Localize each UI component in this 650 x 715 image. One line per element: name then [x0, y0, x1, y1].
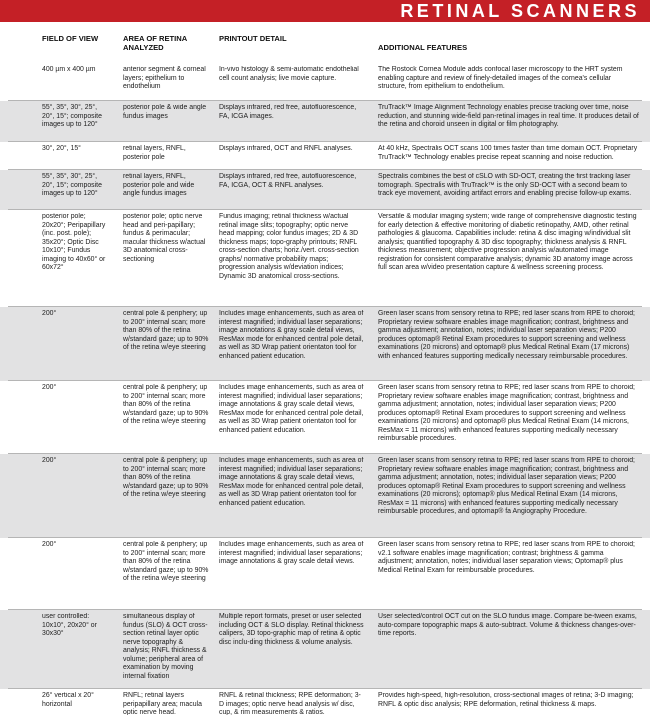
cell-additional-features: Green laser scans from sensory retina to RPE; red laser scans from RPE to choroid; Proprietary review software enables image magnification; contrast, brightness and gamma adjustment; annotation, notes; individual laser separation views; P200 produces optomap® Retinal Exam procedures to support screening and wellness examinations (20 microns); optomap® plus Medical Retinal Exam (14 microns, ResMax = 11 microns) with enhanced features supporting medically necessary reimbursable procedures, and optomap® fa Angiography Procedure.: [378, 457, 635, 515]
table-row: [0, 538, 650, 610]
cell-area-analyzed: anterior segment & corneal layers; epithelium to endothelium: [123, 66, 206, 90]
table-row: [0, 381, 650, 454]
cell-printout-detail: Includes image enhancements, such as area of interest magnified; individual laser separations; image annotations & gray scale detail views, ResMax mode for enhanced central pole detail, as well as 3D Wrap patient orientaton tool for enhanced patient education.: [219, 457, 364, 507]
header-printout-detail: PRINTOUT DETAIL: [219, 34, 287, 43]
table-row: [0, 170, 650, 210]
cell-printout-detail: Includes image enhancements, such as area of interest magnified; individual laser separations; image annotations & gray scale detail views.: [219, 541, 364, 565]
cell-field-of-view: 200°: [42, 457, 57, 464]
cell-additional-features: Spectralis combines the best of cSLO with SD-OCT, creating the first tracking laser tomograph. Spectralis with TruTrack™ is the only SD-OCT with a second beam to track eye movement, avoiding artifact errors and enabling precise follow-up exams.: [378, 173, 632, 197]
table-row: [0, 689, 650, 715]
cell-printout-detail: Includes image enhancements, such as area of interest magnified; individual laser separations; image annotations & gray scale detail views, ResMax mode for enhanced central pole detail, as well as 3D Wrap patient orientaton tool for enhanced patient education.: [219, 310, 364, 360]
cell-additional-features: Green laser scans from sensory retina to RPE; red laser scans from RPE to choroid; v2.1 software enables image magnification; contrast; brightness & gamma adjustment; annotation, notes; individual laser separation views; Optomap® plus Medical Retinal Exam for reimbursable procedures.: [378, 541, 635, 574]
cell-area-analyzed: central pole & periphery; up to 200° internal scan; more than 80% of the retina w/standard gaze; up to 90% of the retina w/eye steering: [123, 541, 209, 582]
cell-area-analyzed: central pole & periphery; up to 200° internal scan; more than 80% of the retina w/standard gaze; up to 90% of the retina w/eye steering: [123, 310, 209, 351]
cell-additional-features: Provides high-speed, high-resolution, cross-sectional images of retina; 3-D imaging; RNFL & optic disc analysis; RPE deformation, retinal thickness & maps.: [378, 692, 634, 708]
cell-printout-detail: Displays infrared, red free, autofluorescence, FA, ICGA images.: [219, 104, 357, 120]
table-row: [0, 101, 650, 142]
cell-printout-detail: Displays infrared, OCT and RNFL analyses.: [219, 145, 353, 152]
cell-printout-detail: In-vivo histology & semi-automatic endothelial cell count analysis; live movie capture.: [219, 66, 359, 82]
cell-additional-features: Green laser scans from sensory retina to RPE; red laser scans from RPE to choroid; Proprietary review software enables image magnification; contrast, brightness and gamma adjustment; annotation, notes; individual laser separation views; P200 produces optomap® Retinal Exam procedures to support screening and wellness examinations (20 microns) and optomap® plus Medical Retinal Exam (17 microns) with enhanced features supporting medically necessary reimbursable procedures.: [378, 310, 635, 360]
cell-printout-detail: Multiple report formats, preset or user selected including OCT & SLO display. Retinal thickness calipers, 3D topo-graphic map of retina & optic disc inclu-ding thickness & volume analysis.: [219, 613, 364, 646]
cell-field-of-view: 26° vertical x 20° horizontal: [42, 692, 94, 708]
cell-field-of-view: 200°: [42, 310, 57, 317]
cell-additional-features: At 40 kHz, Spectralis OCT scans 100 times faster than time domain OCT. Proprietary TruTrack™ Technology enables precise repeat scanning and noise reduction.: [378, 145, 638, 161]
cell-printout-detail: Displays infrared, red free, autofluorescence, FA, ICGA, OCT & RNFL analyses.: [219, 173, 357, 189]
cell-field-of-view: 400 µm x 400 µm: [42, 66, 96, 73]
cell-area-analyzed: retinal layers, RNFL, posterior pole and wide angle fundus images: [123, 173, 195, 197]
cell-area-analyzed: retinal layers, RNFL, posterior pole: [123, 145, 186, 161]
cell-field-of-view: posterior pole; 20x20°; Peripapillary (inc. post. pole); 35x20°; Optic Disc 10x10°; Fundus imaging to 40x60° or 60x72°: [42, 213, 106, 271]
cell-field-of-view: 30°, 20°, 15°: [42, 145, 81, 152]
table-row: [0, 454, 650, 538]
banner-title: RETINAL SCANNERS: [400, 1, 640, 21]
cell-area-analyzed: central pole & periphery; up to 200° internal scan; more than 80% of the retina w/standard gaze; up to 90% of the retina w/eye steering: [123, 457, 209, 498]
cell-additional-features: User selected/control OCT cut on the SLO fundus image. Compare be-tween exams, auto-compare topographic maps & auto-subtract. Volume & thickness changes-over-time reports.: [378, 613, 637, 637]
cell-printout-detail: RNFL & retinal thickness; RPE deformation; 3-D images; optic nerve head analysis w/ disc, cup, & rim measurements & ratios.: [219, 692, 361, 715]
header-field-of-view: FIELD OF VIEW: [42, 34, 99, 43]
table-row: [0, 63, 650, 101]
cell-area-analyzed: central pole & periphery; up to 200° internal scan; more than 80% of the retina w/standard gaze; up to 90% of the retina w/eye steering: [123, 384, 209, 425]
cell-field-of-view: 55°, 35°, 30°, 25°, 20°, 15°; composite images up to 120°: [42, 173, 102, 197]
table-row: [0, 307, 650, 381]
cell-additional-features: Versatile & modular imaging system; wide range of comprehensive diagnostic testing for early detection & effective monitoring of diabetic retinopathy, AMD, other retinal pathologies & glaucoma. Capabilities include: retina & disc imaging w/individual slit analysis; quantified topography & 3D disc topography; thickness analysis & RNFL thickness measurement; objective progression analysis w/automated image registration for consistent comparative analysis; dynamic 3D anatomy image across full scan area w/video presentation capture & wellness screening process.: [378, 213, 637, 271]
table-row: [0, 610, 650, 689]
cell-area-analyzed: posterior pole; optic nerve head and peri-papillary; fundus & perimacular; macular thickness w/actual 3D anatomical cross-sectioning: [123, 213, 206, 263]
cell-additional-features: The Rostock Cornea Module adds confocal laser microscopy to the HRT system enabling capture and review of finely-detailed images of the cornea's cellular structure, from epithelium to endothelium.: [378, 66, 623, 90]
table-header: [0, 34, 650, 60]
title-banner: [0, 0, 650, 22]
header-additional-features: ADDITIONAL FEATURES: [378, 43, 468, 52]
cell-printout-detail: Includes image enhancements, such as area of interest magnified; individual laser separations; image annotations & gray scale detail views, ResMax mode for enhanced central pole detail, as well as 3D Wrap patient orientaton tool for enhanced patient education.: [219, 384, 364, 434]
cell-field-of-view: 200°: [42, 384, 57, 391]
cell-area-analyzed: posterior pole & wide angle fundus images: [123, 104, 207, 120]
cell-field-of-view: 200°: [42, 541, 57, 548]
header-area-analyzed: AREA OF RETINA ANALYZED: [123, 34, 187, 52]
table-row: [0, 142, 650, 170]
cell-additional-features: Green laser scans from sensory retina to RPE; red laser scans from RPE to choroid; Proprietary review software enables image magnification; contrast, brightness and gamma adjustment; annotation, notes; individual laser separation views; P200 produces optomap® Retinal Exam procedures to support screening and wellness examinations (20 microns) and optomap® plus Medical Retinal Exam (14 microns, ResMax = 11 microns) with enhanced features supporting medically necessary reimbursable procedures.: [378, 384, 635, 442]
cell-additional-features: TruTrack™ Image Alignment Technology enables precise tracking over time, noise reduction, and stunning wide-field pan-retinal images in real time. It produces detail of the retina and choroid unseen in digital or film photography.: [378, 104, 639, 128]
cell-field-of-view: 55°, 35°, 30°, 25°, 20°, 15°; composite images up to 120°: [42, 104, 102, 128]
cell-field-of-view: user controlled: 10x10°, 20x20° or 30x30°: [42, 613, 97, 637]
cell-printout-detail: Fundus imaging; retinal thickness w/actual retinal image slits; topography; optic nerve head mapping; color fundus images; 2D & 3D thickness maps; topo-graphy printouts; RNFL cross-section charts; horiz./vert. cross-section graphs/ normative probability maps; progression analysis w/deviation indices; Dynamic 3D anatomical cross-sections.: [219, 213, 359, 280]
cell-area-analyzed: simultaneous display of fundus (SLO) & OCT cross-section retinal layer optic nerve topography & analysis; RNFL thickness & volume; peripheral area of examination by moving internal fixation: [123, 613, 208, 680]
table-row: [0, 210, 650, 307]
cell-area-analyzed: RNFL; retinal layers peripapillary area; macula optic nerve head.: [123, 692, 202, 715]
